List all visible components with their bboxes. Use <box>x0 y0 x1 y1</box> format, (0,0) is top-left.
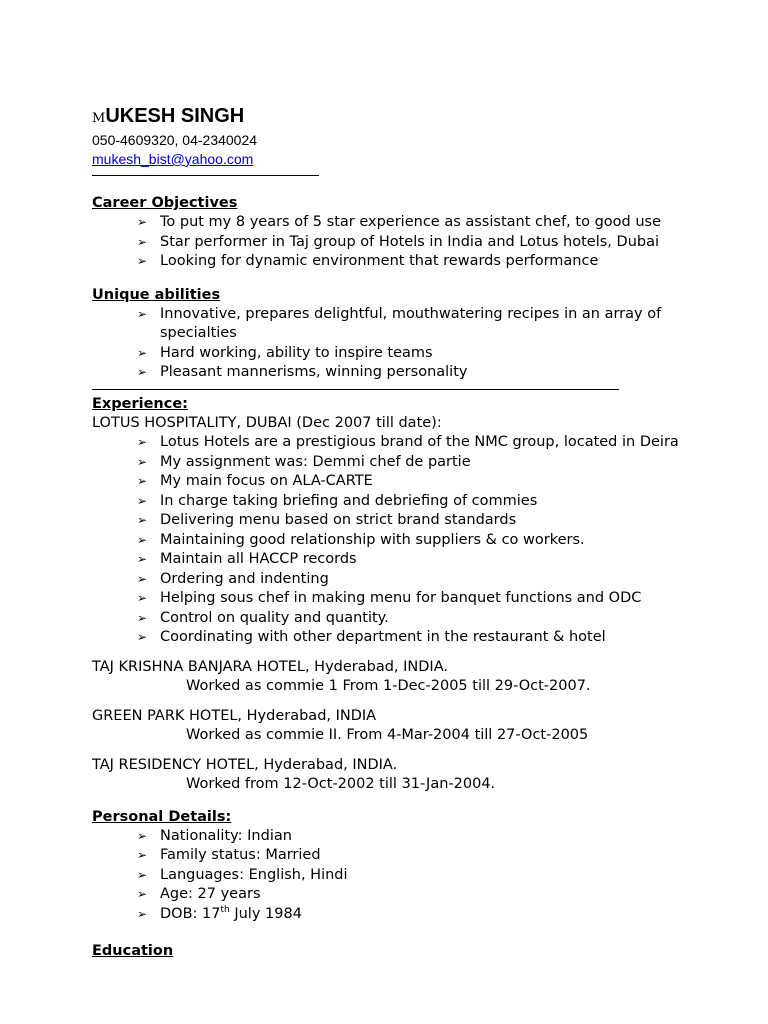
list-item: ➢ Maintain all HACCP records <box>160 550 692 570</box>
arrow-bullet-icon: ➢ <box>137 848 148 862</box>
past-employer: TAJ RESIDENCY HOTEL, Hyderabad, INDIA. <box>92 756 398 773</box>
list-item: ➢ Pleasant mannerisms, winning personality <box>160 363 692 383</box>
list-item: ➢ Looking for dynamic environment that rewards performance <box>160 252 692 272</box>
personal-details-heading: Personal Details: <box>92 808 232 825</box>
unique-abilities-heading: Unique abilities <box>92 286 221 303</box>
resume-page <box>92 104 692 961</box>
arrow-bullet-icon: ➢ <box>137 630 148 644</box>
arrow-bullet-icon: ➢ <box>137 365 148 379</box>
past-employer-detail: Worked as commie 1 From 1-Dec-2005 till 29-Oct-2007. <box>186 678 591 694</box>
arrow-bullet-icon: ➢ <box>137 234 148 249</box>
list-item: ➢ Helping sous chef in making menu for banquet functions and ODC <box>160 589 692 609</box>
arrow-bullet-icon: ➢ <box>137 610 148 625</box>
arrow-bullet-icon: ➢ <box>137 532 148 547</box>
past-employer-detail: Worked from 12-Oct-2002 till 31-Jan-2004. <box>186 776 496 792</box>
arrow-bullet-icon: ➢ <box>137 906 148 921</box>
list-item: ➢ Control on quality and quantity. <box>160 609 692 629</box>
arrow-bullet-icon: ➢ <box>137 454 148 469</box>
list-item: ➢ Ordering and indenting <box>160 570 692 590</box>
list-item: ➢ To put my 8 years of 5 star experience as assistant chef, to good use <box>160 213 692 233</box>
arrow-bullet-icon: ➢ <box>137 867 148 882</box>
unique-abilities-list <box>92 305 692 383</box>
career-objectives-list <box>92 213 692 272</box>
career-objectives-heading: Career Objectives <box>92 195 238 211</box>
arrow-bullet-icon: ➢ <box>137 254 148 268</box>
arrow-bullet-icon: ➢ <box>137 513 148 527</box>
arrow-bullet-icon: ➢ <box>137 306 148 321</box>
section-divider <box>92 389 619 390</box>
arrow-bullet-icon: ➢ <box>137 345 148 360</box>
list-item: ➢ Lotus Hotels are a prestigious brand of the NMC group, located in Deira <box>160 433 692 453</box>
candidate-name: MUKESH SINGH <box>92 105 245 127</box>
arrow-bullet-icon: ➢ <box>137 887 148 901</box>
email-link[interactable]: mukesh_bist@yahoo.com <box>92 151 254 167</box>
education-heading: Education <box>92 943 174 959</box>
list-item: ➢ In charge taking briefing and debriefing of commies <box>160 492 692 512</box>
header-divider <box>92 175 319 176</box>
list-item: ➢ Innovative, prepares delightful, mouthwatering recipes in an array of specialties <box>137 305 662 341</box>
list-item: ➢ DOB: 17th July 1984 <box>160 905 692 925</box>
experience-list <box>92 433 692 648</box>
list-item: ➢ Age: 27 years <box>160 885 692 905</box>
experience-heading: Experience: <box>92 395 188 412</box>
list-item: ➢ My main focus on ALA-CARTE <box>160 472 692 492</box>
past-employer: TAJ KRISHNA BANJARA HOTEL, Hyderabad, INDIA. <box>92 658 448 675</box>
phone-numbers: 050-4609320, 04-2340024 <box>92 132 258 148</box>
personal-details-list <box>92 827 692 925</box>
arrow-bullet-icon: ➢ <box>137 493 148 508</box>
list-item: ➢ Star performer in Taj group of Hotels in India and Lotus hotels, Dubai <box>160 233 692 253</box>
arrow-bullet-icon: ➢ <box>137 828 148 843</box>
arrow-bullet-icon: ➢ <box>137 552 148 566</box>
arrow-bullet-icon: ➢ <box>137 571 148 586</box>
arrow-bullet-icon: ➢ <box>137 215 148 229</box>
past-employer-detail: Worked as commie II. From 4-Mar-2004 till 27-Oct-2005 <box>186 727 589 743</box>
arrow-bullet-icon: ➢ <box>137 474 148 488</box>
list-item: ➢ Coordinating with other department in the restaurant & hotel <box>160 628 692 648</box>
list-item: ➢ My assignment was: Demmi chef de partie <box>160 453 692 473</box>
arrow-bullet-icon: ➢ <box>137 591 148 605</box>
list-item: ➢ Family status: Married <box>160 846 692 866</box>
list-item: ➢ Hard working, ability to inspire teams <box>160 344 692 364</box>
list-item: ➢ Languages: English, Hindi <box>160 866 692 886</box>
list-item: ➢ Nationality: Indian <box>160 827 692 847</box>
past-employer: GREEN PARK HOTEL, Hyderabad, INDIA <box>92 707 377 724</box>
list-item: ➢ Delivering menu based on strict brand standards <box>160 511 692 531</box>
list-item: ➢ Maintaining good relationship with suppliers & co workers. <box>160 531 692 551</box>
arrow-bullet-icon: ➢ <box>137 435 148 449</box>
current-employer: LOTUS HOSPITALITY, DUBAI (Dec 2007 till date): <box>92 414 442 431</box>
